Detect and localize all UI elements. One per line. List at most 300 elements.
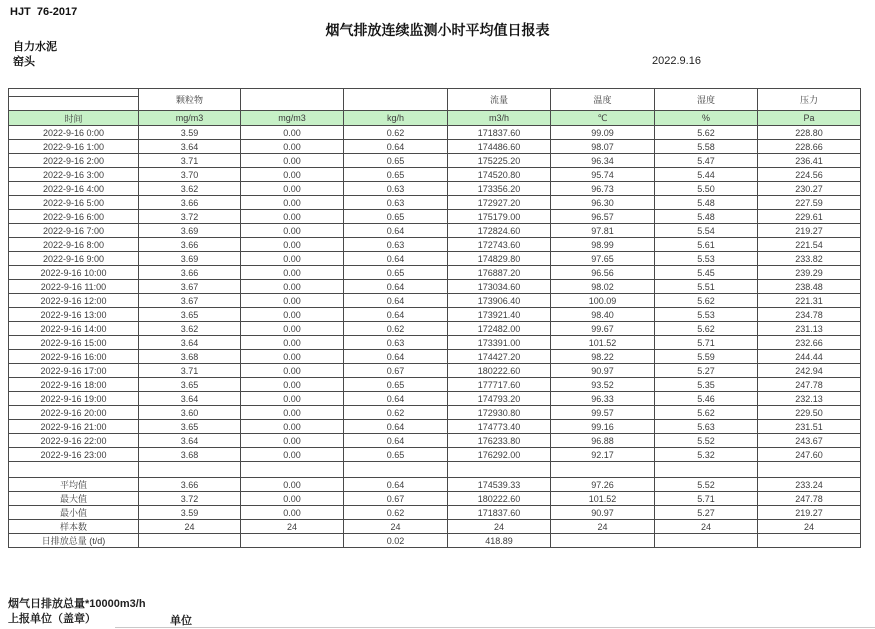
- summary-value-cell: 101.52: [551, 492, 655, 506]
- summary-value-cell: 24: [655, 520, 758, 534]
- value-cell: 0.00: [241, 406, 344, 420]
- time-cell: 2022-9-16 14:00: [9, 322, 139, 336]
- summary-value-cell: [139, 534, 241, 548]
- value-cell: 5.35: [655, 378, 758, 392]
- time-cell: 2022-9-16 15:00: [9, 336, 139, 350]
- summary-value-cell: [241, 534, 344, 548]
- summary-value-cell: 24: [344, 520, 448, 534]
- value-cell: 238.48: [758, 280, 861, 294]
- summary-value-cell: 24: [758, 520, 861, 534]
- value-cell: 229.61: [758, 210, 861, 224]
- summary-row: [9, 520, 861, 534]
- summary-label-cell: 平均值: [9, 478, 139, 492]
- blank-cell: [448, 462, 551, 478]
- summary-row: [9, 478, 861, 492]
- value-cell: 0.64: [344, 308, 448, 322]
- unit-text: 单位: [170, 615, 192, 627]
- value-cell: 96.30: [551, 196, 655, 210]
- value-cell: 0.65: [344, 154, 448, 168]
- summary-value-cell: 0.00: [241, 506, 344, 520]
- value-cell: 5.71: [655, 336, 758, 350]
- value-cell: 173391.00: [448, 336, 551, 350]
- value-cell: 0.00: [241, 420, 344, 434]
- value-cell: 3.64: [139, 392, 241, 406]
- value-cell: 5.48: [655, 210, 758, 224]
- value-cell: 172824.60: [448, 224, 551, 238]
- value-cell: 0.64: [344, 392, 448, 406]
- unit-cell: mg/m3: [139, 111, 241, 126]
- value-cell: 5.52: [655, 434, 758, 448]
- table-row: [9, 420, 861, 434]
- value-cell: 0.00: [241, 168, 344, 182]
- table-row: [9, 378, 861, 392]
- report-table: [8, 88, 861, 548]
- station-name: 窑头: [13, 56, 35, 68]
- value-cell: 3.69: [139, 252, 241, 266]
- table-row: [9, 182, 861, 196]
- summary-label-cell: 最大值: [9, 492, 139, 506]
- time-cell: 2022-9-16 7:00: [9, 224, 139, 238]
- value-cell: 3.65: [139, 378, 241, 392]
- value-cell: 3.66: [139, 266, 241, 280]
- header-blank-cell: [9, 97, 139, 111]
- value-cell: 0.00: [241, 364, 344, 378]
- value-cell: 5.32: [655, 448, 758, 462]
- value-cell: 228.66: [758, 140, 861, 154]
- value-cell: 0.65: [344, 168, 448, 182]
- table-row: [9, 140, 861, 154]
- table-row: [9, 154, 861, 168]
- value-cell: 0.00: [241, 196, 344, 210]
- table-row: [9, 266, 861, 280]
- table-row: [9, 406, 861, 420]
- summary-row: [9, 534, 861, 548]
- time-cell: 2022-9-16 8:00: [9, 238, 139, 252]
- header-blank-cell: [344, 89, 448, 111]
- time-cell: 2022-9-16 6:00: [9, 210, 139, 224]
- unit-cell: m3/h: [448, 111, 551, 126]
- value-cell: 3.67: [139, 280, 241, 294]
- value-cell: 99.16: [551, 420, 655, 434]
- value-cell: 173921.40: [448, 308, 551, 322]
- value-cell: 95.74: [551, 168, 655, 182]
- page-title: 烟气排放连续监测小时平均值日报表: [325, 22, 550, 38]
- value-cell: 174427.20: [448, 350, 551, 364]
- value-cell: 3.69: [139, 224, 241, 238]
- value-cell: 5.59: [655, 350, 758, 364]
- value-cell: 0.00: [241, 210, 344, 224]
- report-date: 2022.9.16: [652, 55, 701, 67]
- value-cell: 172743.60: [448, 238, 551, 252]
- value-cell: 231.13: [758, 322, 861, 336]
- value-cell: 3.64: [139, 434, 241, 448]
- value-cell: 173906.40: [448, 294, 551, 308]
- value-cell: 3.68: [139, 350, 241, 364]
- value-cell: 0.65: [344, 210, 448, 224]
- value-cell: 0.64: [344, 294, 448, 308]
- summary-value-cell: 233.24: [758, 478, 861, 492]
- value-cell: 0.63: [344, 182, 448, 196]
- value-cell: 0.62: [344, 126, 448, 140]
- spacer-row: [9, 462, 861, 478]
- value-cell: 0.00: [241, 434, 344, 448]
- value-cell: 0.00: [241, 308, 344, 322]
- value-cell: 3.71: [139, 364, 241, 378]
- summary-label-cell: 日排放总量 (t/d): [9, 534, 139, 548]
- value-cell: 98.40: [551, 308, 655, 322]
- value-cell: 234.78: [758, 308, 861, 322]
- table-row: [9, 294, 861, 308]
- value-cell: 5.61: [655, 238, 758, 252]
- value-cell: 229.50: [758, 406, 861, 420]
- value-cell: 0.00: [241, 280, 344, 294]
- value-cell: 5.51: [655, 280, 758, 294]
- value-cell: 174793.20: [448, 392, 551, 406]
- value-cell: 175225.20: [448, 154, 551, 168]
- time-cell: 2022-9-16 23:00: [9, 448, 139, 462]
- value-cell: 0.00: [241, 350, 344, 364]
- value-cell: 5.53: [655, 252, 758, 266]
- value-cell: 93.52: [551, 378, 655, 392]
- value-cell: 96.34: [551, 154, 655, 168]
- flow-total-note: 烟气日排放总量*10000m3/h: [8, 598, 146, 610]
- value-cell: 99.67: [551, 322, 655, 336]
- value-cell: 244.44: [758, 350, 861, 364]
- value-cell: 232.66: [758, 336, 861, 350]
- value-cell: 5.63: [655, 420, 758, 434]
- value-cell: 5.62: [655, 126, 758, 140]
- value-cell: 172930.80: [448, 406, 551, 420]
- value-cell: 174486.60: [448, 140, 551, 154]
- summary-value-cell: [758, 534, 861, 548]
- value-cell: 98.02: [551, 280, 655, 294]
- value-cell: 174829.80: [448, 252, 551, 266]
- time-cell: 2022-9-16 11:00: [9, 280, 139, 294]
- table-row: [9, 126, 861, 140]
- table-row: [9, 392, 861, 406]
- blank-cell: [758, 462, 861, 478]
- value-cell: 0.00: [241, 392, 344, 406]
- value-cell: 227.59: [758, 196, 861, 210]
- value-cell: 5.45: [655, 266, 758, 280]
- time-cell: 2022-9-16 10:00: [9, 266, 139, 280]
- blank-cell: [241, 462, 344, 478]
- time-cell: 2022-9-16 4:00: [9, 182, 139, 196]
- value-cell: 180222.60: [448, 364, 551, 378]
- header-row-top: [9, 89, 861, 97]
- value-cell: 3.67: [139, 294, 241, 308]
- value-cell: 0.00: [241, 182, 344, 196]
- time-cell: 2022-9-16 21:00: [9, 420, 139, 434]
- value-cell: 0.64: [344, 224, 448, 238]
- value-cell: 176292.00: [448, 448, 551, 462]
- summary-value-cell: 24: [139, 520, 241, 534]
- value-cell: 0.62: [344, 406, 448, 420]
- unit-cell: kg/h: [344, 111, 448, 126]
- value-cell: 0.63: [344, 336, 448, 350]
- summary-value-cell: 0.64: [344, 478, 448, 492]
- value-cell: 3.66: [139, 196, 241, 210]
- table-row: [9, 280, 861, 294]
- value-cell: 175179.00: [448, 210, 551, 224]
- value-cell: 0.00: [241, 224, 344, 238]
- value-cell: 3.64: [139, 336, 241, 350]
- value-cell: 0.00: [241, 126, 344, 140]
- value-cell: 5.62: [655, 322, 758, 336]
- value-cell: 239.29: [758, 266, 861, 280]
- signature-line: [115, 627, 875, 628]
- value-cell: 97.81: [551, 224, 655, 238]
- standard-code: HJT 76-2017: [10, 6, 78, 18]
- summary-value-cell: 0.02: [344, 534, 448, 548]
- time-cell: 2022-9-16 2:00: [9, 154, 139, 168]
- blank-cell: [655, 462, 758, 478]
- value-cell: 0.00: [241, 140, 344, 154]
- value-cell: 0.64: [344, 350, 448, 364]
- time-cell: 2022-9-16 9:00: [9, 252, 139, 266]
- header-humidity: 湿度: [655, 89, 758, 111]
- value-cell: 0.00: [241, 378, 344, 392]
- summary-label-cell: 样本数: [9, 520, 139, 534]
- value-cell: 3.70: [139, 168, 241, 182]
- value-cell: 224.56: [758, 168, 861, 182]
- summary-value-cell: 174539.33: [448, 478, 551, 492]
- value-cell: 5.47: [655, 154, 758, 168]
- header-flow: 流量: [448, 89, 551, 111]
- summary-value-cell: 97.26: [551, 478, 655, 492]
- value-cell: 3.66: [139, 238, 241, 252]
- table-row: [9, 224, 861, 238]
- summary-value-cell: 5.71: [655, 492, 758, 506]
- table-row: [9, 196, 861, 210]
- value-cell: 173356.20: [448, 182, 551, 196]
- value-cell: 176233.80: [448, 434, 551, 448]
- value-cell: 219.27: [758, 224, 861, 238]
- value-cell: 98.99: [551, 238, 655, 252]
- summary-value-cell: 24: [551, 520, 655, 534]
- value-cell: 100.09: [551, 294, 655, 308]
- value-cell: 3.59: [139, 126, 241, 140]
- time-cell: 2022-9-16 16:00: [9, 350, 139, 364]
- value-cell: 3.65: [139, 420, 241, 434]
- header-blank-cell: [241, 89, 344, 111]
- value-cell: 5.50: [655, 182, 758, 196]
- unit-cell: ℃: [551, 111, 655, 126]
- summary-value-cell: 3.59: [139, 506, 241, 520]
- value-cell: 228.80: [758, 126, 861, 140]
- blank-cell: [139, 462, 241, 478]
- time-cell: 2022-9-16 12:00: [9, 294, 139, 308]
- value-cell: 5.62: [655, 294, 758, 308]
- value-cell: 230.27: [758, 182, 861, 196]
- summary-value-cell: 0.00: [241, 492, 344, 506]
- value-cell: 5.58: [655, 140, 758, 154]
- summary-row: [9, 492, 861, 506]
- summary-value-cell: 24: [241, 520, 344, 534]
- data-rows-body: [9, 126, 861, 462]
- value-cell: 5.54: [655, 224, 758, 238]
- summary-value-cell: 171837.60: [448, 506, 551, 520]
- value-cell: 90.97: [551, 364, 655, 378]
- time-cell: 2022-9-16 22:00: [9, 434, 139, 448]
- value-cell: 3.68: [139, 448, 241, 462]
- summary-value-cell: 180222.60: [448, 492, 551, 506]
- value-cell: 3.62: [139, 322, 241, 336]
- time-cell: 2022-9-16 3:00: [9, 168, 139, 182]
- unit-row: [9, 111, 861, 126]
- value-cell: 5.48: [655, 196, 758, 210]
- table-row: [9, 364, 861, 378]
- value-cell: 0.64: [344, 280, 448, 294]
- value-cell: 0.64: [344, 420, 448, 434]
- value-cell: 0.00: [241, 294, 344, 308]
- value-cell: 0.62: [344, 322, 448, 336]
- summary-value-cell: 90.97: [551, 506, 655, 520]
- value-cell: 0.65: [344, 266, 448, 280]
- value-cell: 236.41: [758, 154, 861, 168]
- header-blank-cell: [9, 89, 139, 97]
- value-cell: 0.63: [344, 238, 448, 252]
- table-row: [9, 238, 861, 252]
- time-cell: 2022-9-16 0:00: [9, 126, 139, 140]
- time-cell: 2022-9-16 1:00: [9, 140, 139, 154]
- blank-cell: [551, 462, 655, 478]
- value-cell: 173034.60: [448, 280, 551, 294]
- value-cell: 3.71: [139, 154, 241, 168]
- table-row: [9, 252, 861, 266]
- value-cell: 3.60: [139, 406, 241, 420]
- summary-value-cell: 418.89: [448, 534, 551, 548]
- value-cell: 5.53: [655, 308, 758, 322]
- time-column-header: 时间: [9, 111, 139, 126]
- summary-label-cell: 最小值: [9, 506, 139, 520]
- value-cell: 174520.80: [448, 168, 551, 182]
- value-cell: 101.52: [551, 336, 655, 350]
- value-cell: 5.46: [655, 392, 758, 406]
- value-cell: 0.67: [344, 364, 448, 378]
- value-cell: 0.65: [344, 448, 448, 462]
- value-cell: 3.65: [139, 308, 241, 322]
- time-cell: 2022-9-16 19:00: [9, 392, 139, 406]
- value-cell: 0.00: [241, 336, 344, 350]
- value-cell: 5.44: [655, 168, 758, 182]
- value-cell: 0.65: [344, 378, 448, 392]
- value-cell: 221.31: [758, 294, 861, 308]
- value-cell: 0.64: [344, 252, 448, 266]
- value-cell: 171837.60: [448, 126, 551, 140]
- summary-value-cell: 5.52: [655, 478, 758, 492]
- table-row: [9, 322, 861, 336]
- value-cell: 231.51: [758, 420, 861, 434]
- value-cell: 92.17: [551, 448, 655, 462]
- value-cell: 3.62: [139, 182, 241, 196]
- value-cell: 97.65: [551, 252, 655, 266]
- header-temperature: 温度: [551, 89, 655, 111]
- value-cell: 172482.00: [448, 322, 551, 336]
- summary-value-cell: 5.27: [655, 506, 758, 520]
- summary-value-cell: 0.67: [344, 492, 448, 506]
- value-cell: 3.72: [139, 210, 241, 224]
- company-name: 自力水泥: [13, 41, 57, 53]
- value-cell: 99.57: [551, 406, 655, 420]
- summary-value-cell: 0.62: [344, 506, 448, 520]
- unit-cell: %: [655, 111, 758, 126]
- value-cell: 98.07: [551, 140, 655, 154]
- value-cell: 247.78: [758, 378, 861, 392]
- reporting-unit-label: 上报单位（盖章）: [8, 613, 96, 625]
- value-cell: 0.64: [344, 140, 448, 154]
- summary-value-cell: 247.78: [758, 492, 861, 506]
- header-pressure: 压力: [758, 89, 861, 111]
- table-row: [9, 168, 861, 182]
- value-cell: 5.62: [655, 406, 758, 420]
- value-cell: 242.94: [758, 364, 861, 378]
- table-row: [9, 434, 861, 448]
- table-row: [9, 336, 861, 350]
- summary-value-cell: 3.66: [139, 478, 241, 492]
- blank-cell: [9, 462, 139, 478]
- summary-value-cell: 3.72: [139, 492, 241, 506]
- table-row: [9, 350, 861, 364]
- time-cell: 2022-9-16 5:00: [9, 196, 139, 210]
- value-cell: 177717.60: [448, 378, 551, 392]
- value-cell: 0.63: [344, 196, 448, 210]
- value-cell: 0.00: [241, 252, 344, 266]
- value-cell: 3.64: [139, 140, 241, 154]
- value-cell: 96.88: [551, 434, 655, 448]
- time-cell: 2022-9-16 20:00: [9, 406, 139, 420]
- value-cell: 96.57: [551, 210, 655, 224]
- blank-cell: [344, 462, 448, 478]
- value-cell: 96.73: [551, 182, 655, 196]
- unit-cell: Pa: [758, 111, 861, 126]
- value-cell: 174773.40: [448, 420, 551, 434]
- time-cell: 2022-9-16 18:00: [9, 378, 139, 392]
- table-row: [9, 448, 861, 462]
- value-cell: 0.00: [241, 266, 344, 280]
- table-row: [9, 308, 861, 322]
- summary-rows-body: [9, 462, 861, 548]
- time-cell: 2022-9-16 13:00: [9, 308, 139, 322]
- value-cell: 172927.20: [448, 196, 551, 210]
- value-cell: 233.82: [758, 252, 861, 266]
- value-cell: 221.54: [758, 238, 861, 252]
- value-cell: 0.64: [344, 434, 448, 448]
- value-cell: 96.56: [551, 266, 655, 280]
- value-cell: 0.00: [241, 448, 344, 462]
- value-cell: 96.33: [551, 392, 655, 406]
- value-cell: 0.00: [241, 238, 344, 252]
- summary-value-cell: 0.00: [241, 478, 344, 492]
- header-particulate: 颗粒物: [139, 89, 241, 111]
- value-cell: 243.67: [758, 434, 861, 448]
- summary-value-cell: [655, 534, 758, 548]
- value-cell: 5.27: [655, 364, 758, 378]
- value-cell: 176887.20: [448, 266, 551, 280]
- value-cell: 232.13: [758, 392, 861, 406]
- unit-cell: mg/m3: [241, 111, 344, 126]
- value-cell: 0.00: [241, 154, 344, 168]
- summary-value-cell: [551, 534, 655, 548]
- summary-value-cell: 24: [448, 520, 551, 534]
- table-row: [9, 210, 861, 224]
- value-cell: 99.09: [551, 126, 655, 140]
- summary-row: [9, 506, 861, 520]
- value-cell: 98.22: [551, 350, 655, 364]
- value-cell: 0.00: [241, 322, 344, 336]
- value-cell: 247.60: [758, 448, 861, 462]
- time-cell: 2022-9-16 17:00: [9, 364, 139, 378]
